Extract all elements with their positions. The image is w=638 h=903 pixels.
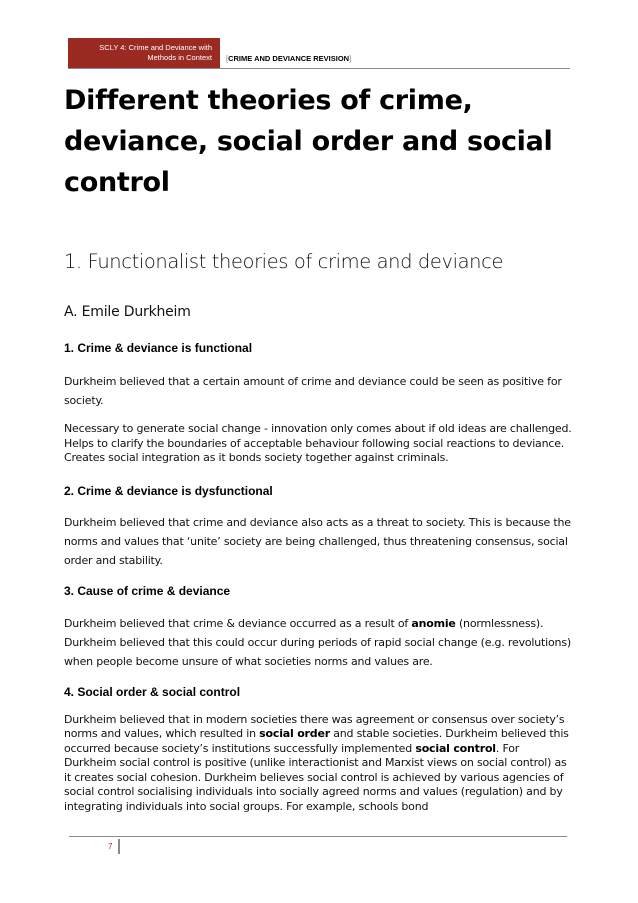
course-name-line1: SCLY 4: Crime and Deviance with (99, 43, 212, 52)
part-4-paragraph-1 (64, 713, 572, 815)
part-4-text-e: . For Durkheim social control is positive (unlike interactionist and Marxist views on social control) as it creates social cohesion. Durkheim believes social control is achieved by various agencies of social control socialising individuals into socially agreed norms and values (regulation) and by integrating individuals into social groups. For example, schools bond (64, 741, 567, 813)
page-title (64, 80, 572, 203)
course-name-line2: Methods in Context (147, 53, 212, 62)
term-anomie: anomie (411, 616, 456, 630)
part-3-paragraph-2: Durkheim believed that this could occur during periods of rapid social change (e.g. revolutions) when people become unsure of what societies norms and values are. (64, 635, 571, 668)
part-3-text-post: (normlessness). (455, 616, 544, 630)
part-4-heading: 4. Social order & social control (64, 684, 241, 699)
part-1-heading: 1. Crime & deviance is functional (64, 341, 253, 355)
header-divider (68, 68, 570, 69)
title-line-3: control (64, 167, 170, 198)
section-heading: 1. Functionalist theories of crime and deviance (64, 250, 504, 273)
part-3-text-pre: Durkheim believed that crime & deviance occurred as a result of (64, 616, 412, 630)
part-4-text-a: Durkheim believed that in modern societies there was agreement or consensus over society’s norms and values, which resulted in (64, 712, 565, 740)
part-1-point-b: Helps to clarify the boundaries of acceptable behaviour following social reactions to deviance. (64, 436, 565, 450)
part-2-heading: 2. Crime & deviance is dysfunctional (64, 483, 273, 498)
part-1-paragraph-1: Durkheim believed that a certain amount of crime and deviance could be seen as positive for society. (64, 375, 562, 407)
course-header-box (68, 38, 220, 68)
page-number: 7 (108, 842, 113, 851)
part-1-paragraph-2 (64, 422, 572, 466)
header-doc-title: CRIME AND DEVIANCE REVISION (228, 54, 350, 63)
document-title-header (226, 54, 351, 63)
term-social-control: social control (415, 741, 496, 755)
part-1-point-c: Creates social integration as it bonds society together against criminals. (64, 451, 449, 464)
term-social-order: social order (259, 727, 330, 740)
title-line-2: deviance, social order and social (64, 126, 553, 157)
bracket-open: [ (226, 54, 229, 63)
part-3-paragraph-1 (64, 614, 572, 633)
document-body (64, 80, 572, 814)
title-line-1: Different theories of crime, (64, 85, 473, 116)
part-1-point-a: Necessary to generate social change - innovation only comes about if old ideas are challenged. (64, 422, 572, 435)
part-4-text-c: and stable societies. Durkheim believed this occurred because society’s institutions successfully implemented (64, 727, 569, 755)
part-2-paragraph-1: Durkheim believed that crime and deviance also acts as a threat to society. This is because the norms and values that ‘unite’ society are being challenged, thus threatening consensus, social order and stability. (64, 515, 571, 567)
footer-divider (69, 836, 567, 837)
page-number-bar (118, 839, 120, 854)
bracket-close: ] (349, 54, 352, 63)
part-3-heading: 3. Cause of crime & deviance (64, 583, 231, 598)
subsection-heading: A. Emile Durkheim (64, 304, 191, 320)
